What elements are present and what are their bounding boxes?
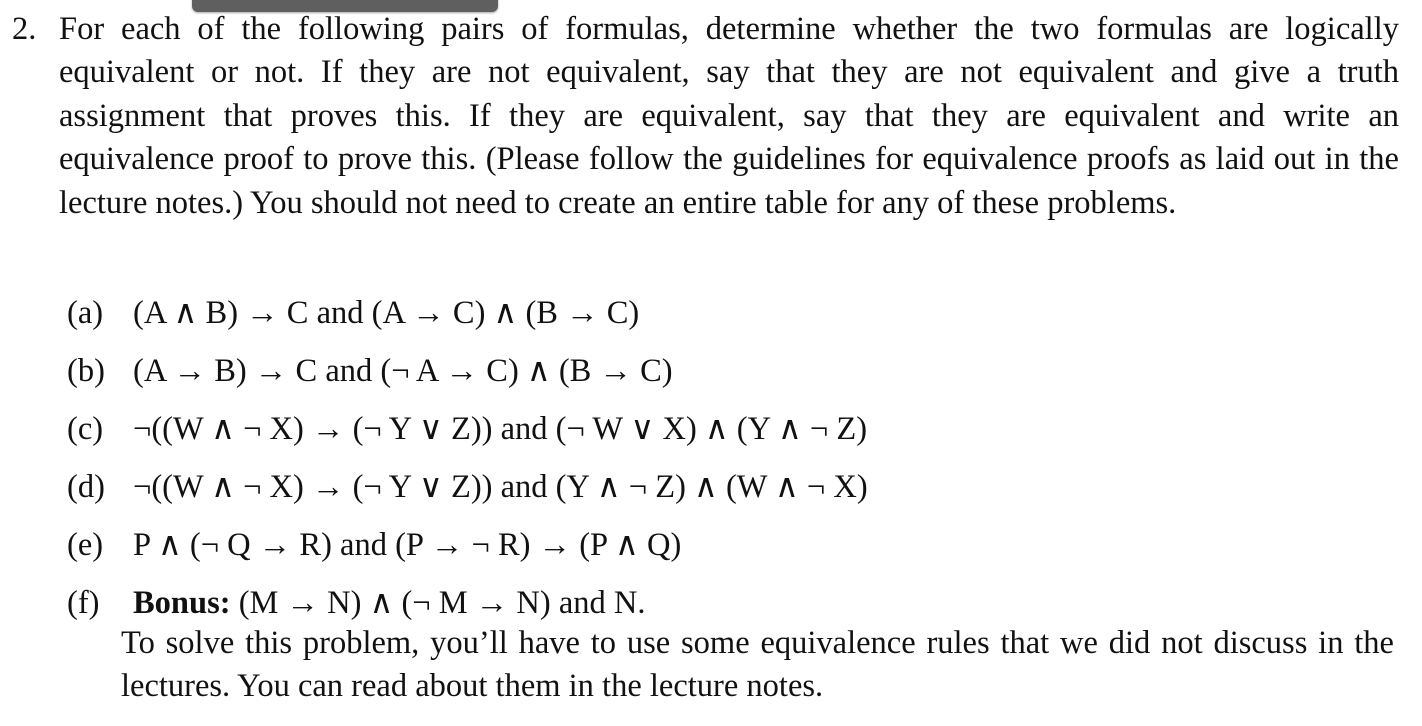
formula-pair-b [67,342,1405,400]
problem-number: 2. [12,11,37,47]
left-formula: ¬((W ∧ ¬ X) → (¬ Y ∨ Z)) [133,411,493,447]
bonus-note: To solve this problem, you’ll have to use some equivalence rules that we did not discuss in the lectures. You can read about them in the lecture notes. [121,625,1394,705]
right-formula: (P → ¬ R) → (P ∧ Q) [395,527,682,563]
formula-pair-body [133,516,681,574]
formula-pair-body [133,400,867,458]
pair-connector: and [340,527,387,563]
right-formula: (A → C) ∧ (B → C) [371,295,640,331]
part-label: (b) [67,353,105,389]
right-formula: (¬ W ∨ X) ∧ (Y ∧ ¬ Z) [555,411,868,447]
formula-pair-body [133,284,639,342]
pair-connector: and [500,411,548,447]
left-formula: (M → N) ∧ (¬ M → N) [238,585,551,621]
part-label: (d) [67,469,105,505]
pair-connector: and [316,295,364,331]
formula-pair-c [67,400,1405,458]
left-formula: P ∧ (¬ Q → R) [133,527,332,563]
formula-pair-a [67,284,1405,342]
part-label: (c) [67,411,104,447]
formula-pair-body [133,342,673,400]
right-formula: N. [613,585,646,621]
formula-pairs-list [67,284,1405,632]
left-formula: ¬((W ∧ ¬ X) → (¬ Y ∨ Z)) [133,469,493,505]
formula-pair-body [133,458,868,516]
bonus-label: Bonus: [133,585,231,621]
formula-pair-d [67,458,1405,516]
right-formula: (Y ∧ ¬ Z) ∧ (W ∧ ¬ X) [555,469,868,505]
part-label: (e) [67,527,104,563]
pair-connector: and [325,353,373,389]
left-formula: (A → B) → C [133,353,318,389]
part-label: (f) [67,585,100,621]
problem-intro: For each of the following pairs of formulas, determine whether the two formulas are logically equivalent or not. If they are not equivalent, say that they are not equivalent and give a truth assignment that proves this. If they are equivalent, say that they are equivalent and write an equivalence proof to prove this. (Please follow the guidelines for equivalence proofs as laid out in the lecture notes.) You should not need to create an entire table for any of these problems. [59,11,1399,221]
pair-connector: and [558,585,606,621]
part-label: (a) [67,295,104,331]
formula-pair-e [67,516,1405,574]
left-formula: (A ∧ B) → C [133,295,309,331]
pair-connector: and [500,469,548,505]
right-formula: (¬ A → C) ∧ (B → C) [380,353,673,389]
